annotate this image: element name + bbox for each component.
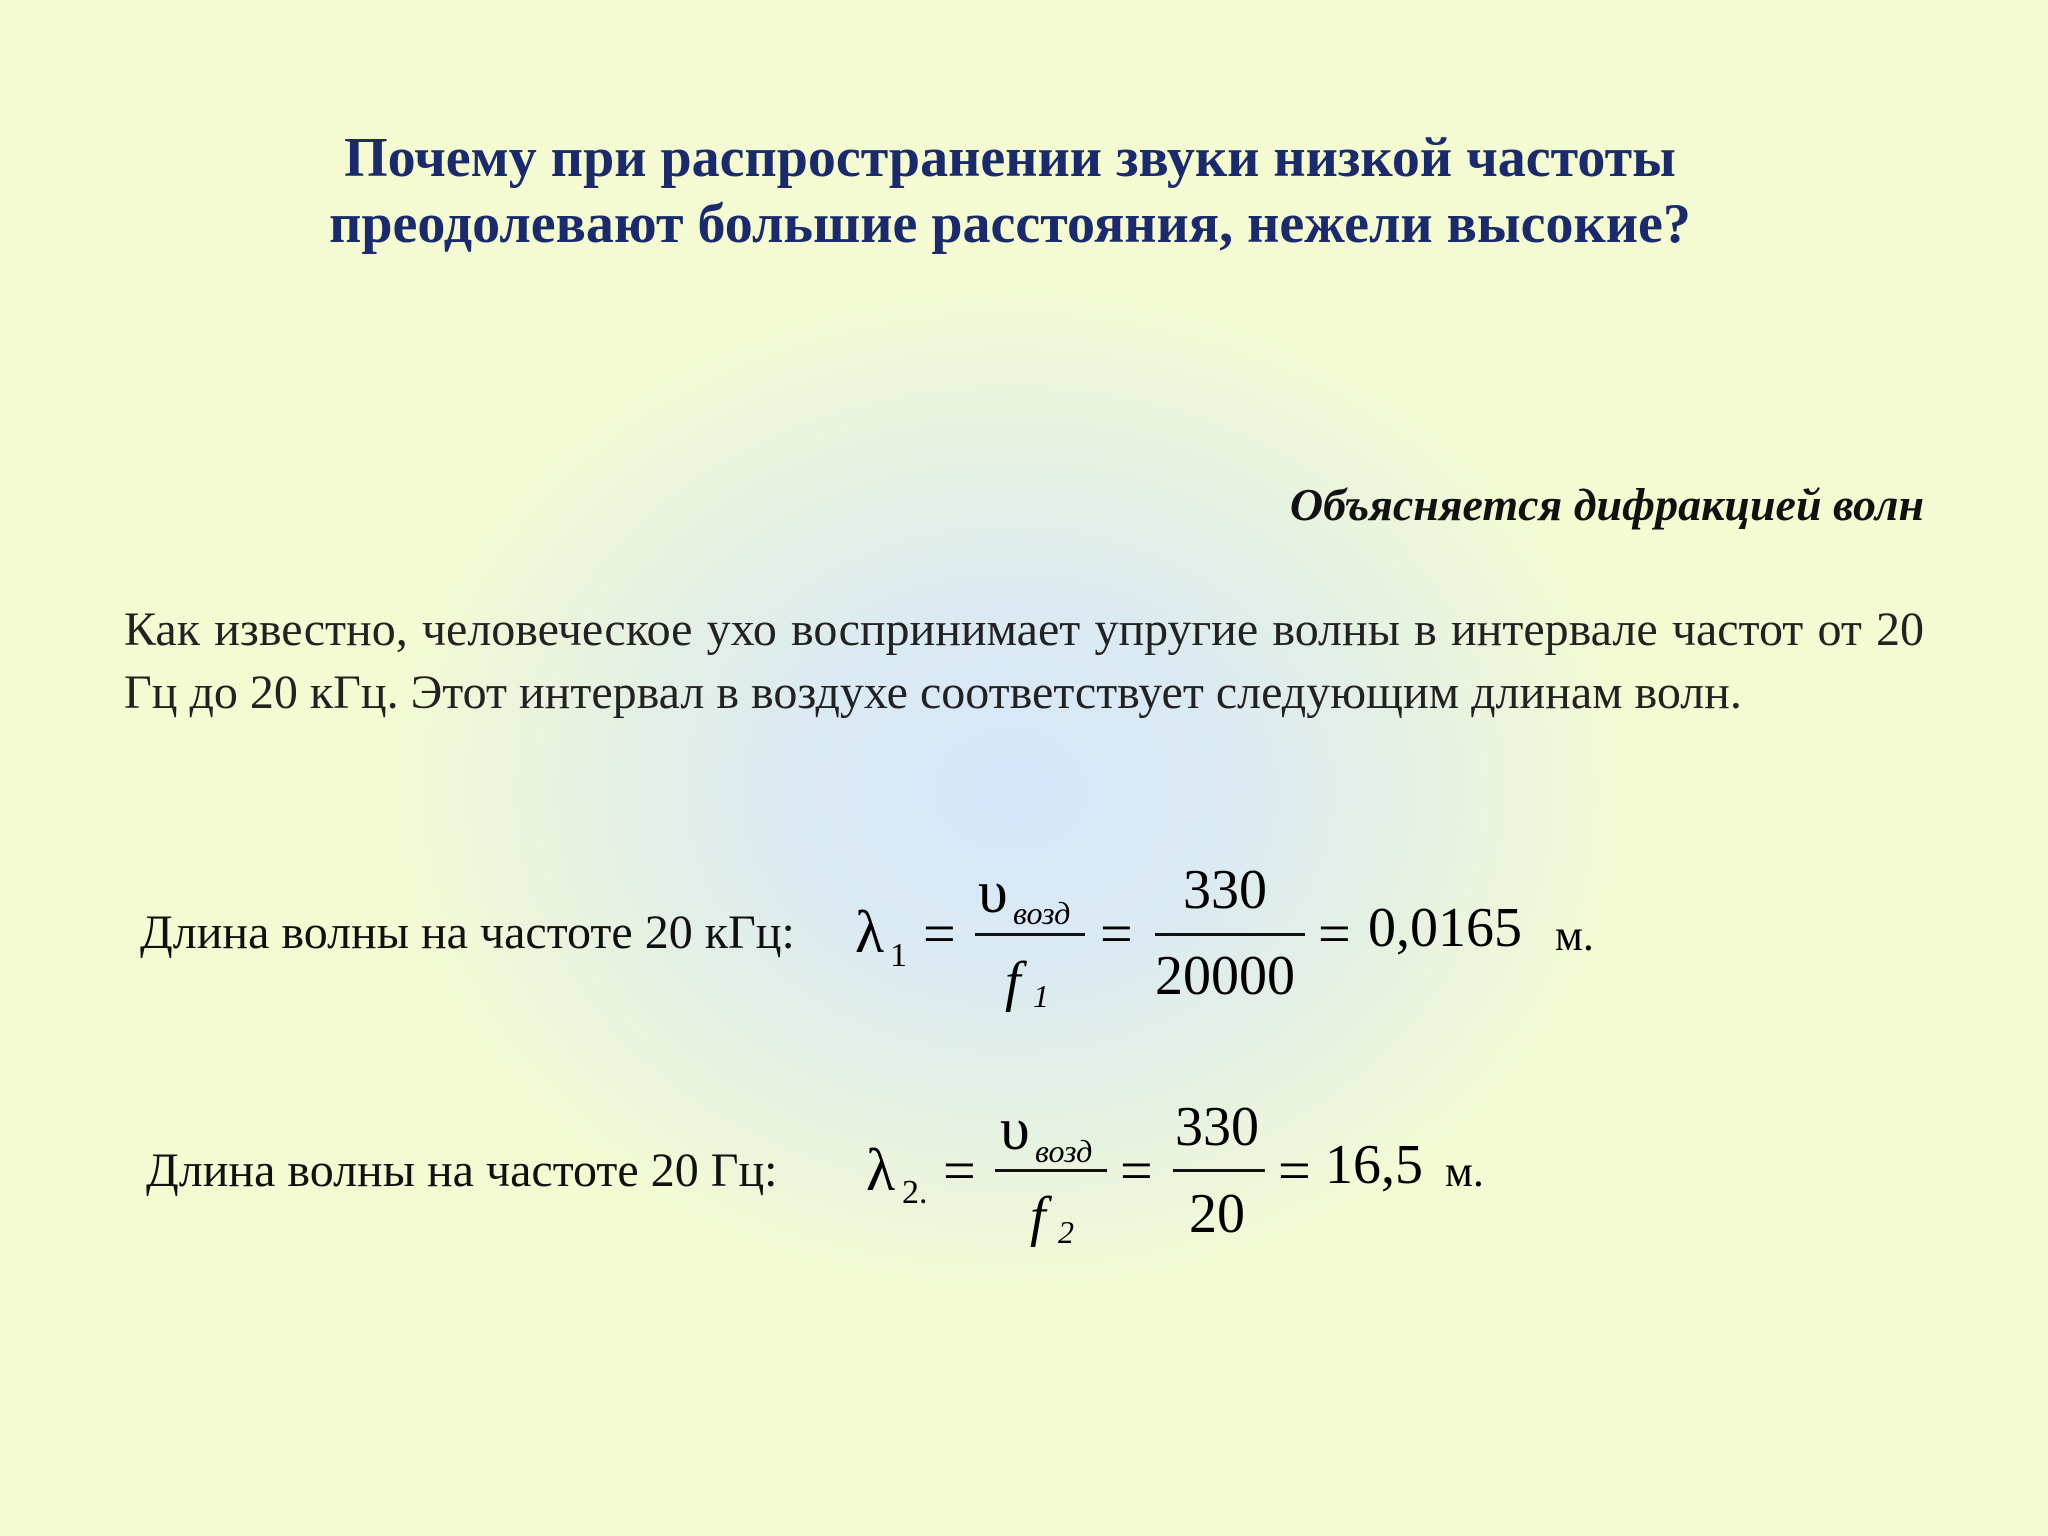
formula-1-frequency-sub: 1 [1033,978,1049,1014]
formula-2-label: Длина волны на частоте 20 Гц: [146,1144,778,1197]
formula-2-frequency: f [1030,1186,1046,1248]
body-paragraph: Как известно, человеческое ухо воспринимает упругие волны в интервале частот от 20 Гц до 20 кГц. Этот интервал в воздухе соответствует следующим длинам волн. [124,603,1924,719]
formula-2-eq-1: = [943,1138,976,1203]
formula-2-fraction-bar-2 [1173,1169,1265,1172]
formula-2-denominator: 20 [1189,1183,1245,1245]
title-line-2: преодолевают большие расстояния, нежели высокие? [329,193,1691,255]
formula-2-fraction-bar-1 [995,1169,1107,1172]
formula-1-eq-2: = [1100,901,1133,966]
formula-2-unit: м. [1445,1147,1484,1196]
formula-1-lambda: λ [855,899,885,965]
formula-2-eq-2: = [1120,1138,1153,1203]
formula-1-frequency: f [1005,951,1021,1013]
formula-1-numerator: 330 [1183,859,1267,921]
formula-1-velocity: υ [978,859,1008,925]
formula-1-label: Длина волны на частоте 20 кГц: [140,906,795,959]
formula-1-eq-1: = [923,901,956,966]
formula-2-eq-3: = [1278,1138,1311,1203]
formula-2-frequency-sub: 2 [1058,1214,1074,1250]
formula-1-lambda-sub: 1 [890,937,907,974]
formula-2-velocity: υ [1000,1096,1030,1162]
slide-title [200,125,1820,257]
formula-1-result: 0,0165 [1368,897,1522,959]
formula-1-fraction-bar-2 [1155,933,1305,936]
formula-2-numerator: 330 [1175,1096,1259,1158]
formula-2-lambda-sub: 2. [902,1174,928,1211]
title-line-1: Почему при распространении звуки низкой частоты [344,127,1676,189]
formula-1-velocity-sub: возд [1013,895,1071,931]
formula-1-unit: м. [1555,911,1594,960]
formula-1-denominator: 20000 [1155,945,1295,1007]
formula-2-velocity-sub: возд [1035,1133,1093,1169]
formula-1-eq-3: = [1318,901,1351,966]
formula-1-fraction-bar-1 [975,933,1085,936]
subtitle: Объясняется дифракцией волн [1289,479,1924,530]
formula-2-lambda: λ [866,1137,896,1203]
formula-2-result: 16,5 [1325,1134,1423,1196]
